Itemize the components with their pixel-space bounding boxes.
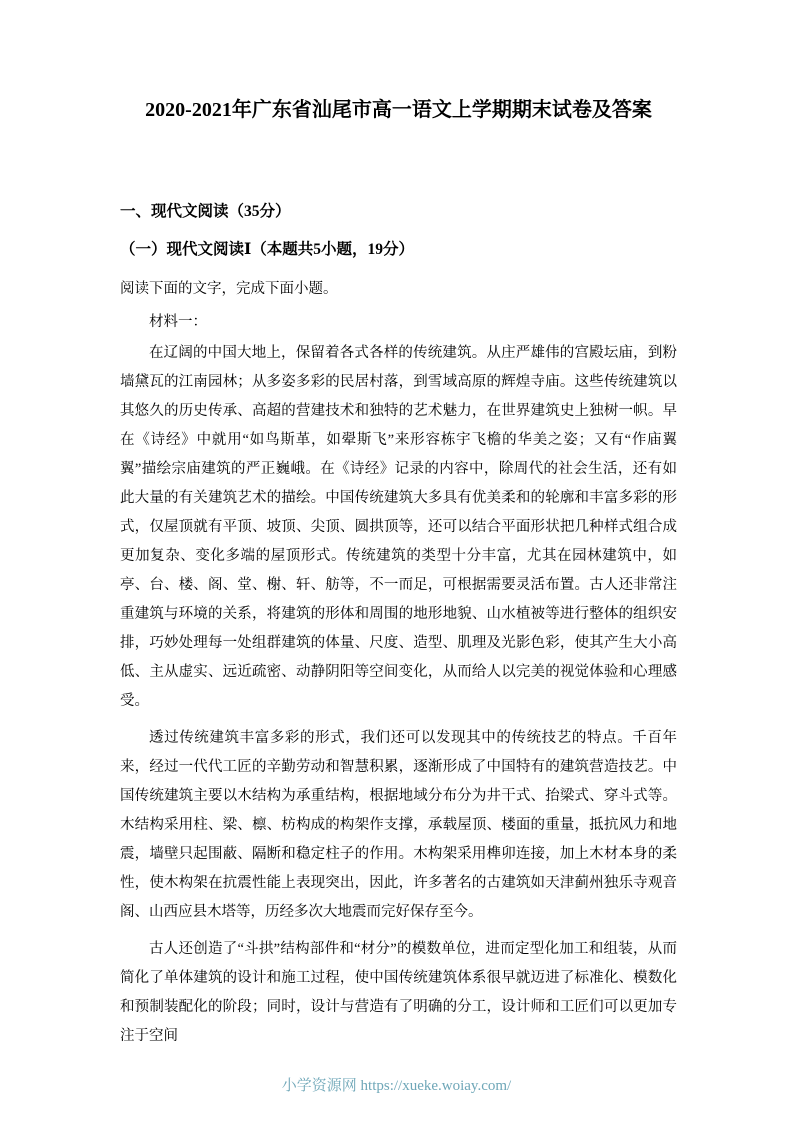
material-paragraph-2: 透过传统建筑丰富多彩的形式，我们还可以发现其中的传统技艺的特点。千百年来，经过一代代工匠的辛勤劳动和智慧积累，逐渐形成了中国特有的建筑营造技艺。中国传统建筑主要以木结构为承重结构，根据地域分布分为井干式、抬梁式、穿斗式等。木结构采用柱、梁、檩、枋构成的构架作支撑，承载屋顶、楼面的重量，抵抗风力和地震，墙壁只起围蔽、隔断和稳定柱子的作用。木构架采用榫卯连接，加上木材本身的柔性，使木构架在抗震性能上表现突出，因此，许多著名的古建筑如天津蓟州独乐寺观音阁、山西应县木塔等，历经多次大地震而完好保存至今。	[120, 730, 677, 920]
reading-instruction: 阅读下面的文字，完成下面小题。	[120, 281, 338, 297]
footer-watermark-text: 小学资源网 https://xueke.woiay.com/	[281, 1078, 512, 1094]
document-title: 2020-2021年广东省汕尾市高一语文上学期期末试卷及答案	[145, 99, 652, 121]
page-footer	[0, 1076, 793, 1096]
material-paragraph-3: 古人还创造了“斗拱”结构部件和“材分”的模数单位，进而定型化加工和组装，从而简化了单体建筑的设计和施工过程，使中国传统建筑体系很早就迈进了标准化、模数化和预制装配化的阶段；同时，设计与营造有了明确的分工，设计师和工匠们可以更加专注于空间	[120, 941, 677, 1044]
section-heading-modern-reading: 一、现代文阅读（35分）	[120, 203, 291, 220]
subsection-heading-reading-one: （一）现代文阅读Ⅰ（本题共5小题，19分）	[120, 241, 415, 258]
document-content	[120, 96, 677, 1059]
material-paragraph-1: 在辽阔的中国大地上，保留着各式各样的传统建筑。从庄严雄伟的宫殿坛庙，到粉墙黛瓦的江南园林；从多姿多彩的民居村落，到雪域高原的辉煌寺庙。这些传统建筑以其悠久的历史传承、高超的营建技术和独特的艺术魅力，在世界建筑史上独树一帜。早在《诗经》中就用“如鸟斯革，如翚斯飞”来形容栋宇飞檐的华美之姿；又有“作庙翼翼”描绘宗庙建筑的严正巍峨。在《诗经》记录的内容中，除周代的社会生活，还有如此大量的有关建筑艺术的描绘。中国传统建筑大多具有优美柔和的轮廓和丰富多彩的形式，仅屋顶就有平顶、坡顶、尖顶、圆拱顶等，还可以结合平面形状把几种样式组合成更加复杂、变化多端的屋顶形式。传统建筑的类型十分丰富，尤其在园林建筑中，如亭、台、楼、阁、堂、榭、轩、舫等，不一而足，可根据需要灵活布置。古人还非常注重建筑与环境的关系，将建筑的形体和周围的地形地貌、山水植被等进行整体的组织安排，巧妙处理每一处组群建筑的体量、尺度、造型、肌理及光影色彩，使其产生大小高低、主从虚实、远近疏密、动静阴阳等空间变化，从而给人以完美的视觉体验和心理感受。	[120, 345, 677, 709]
material-one-label: 材料一：	[149, 314, 207, 330]
